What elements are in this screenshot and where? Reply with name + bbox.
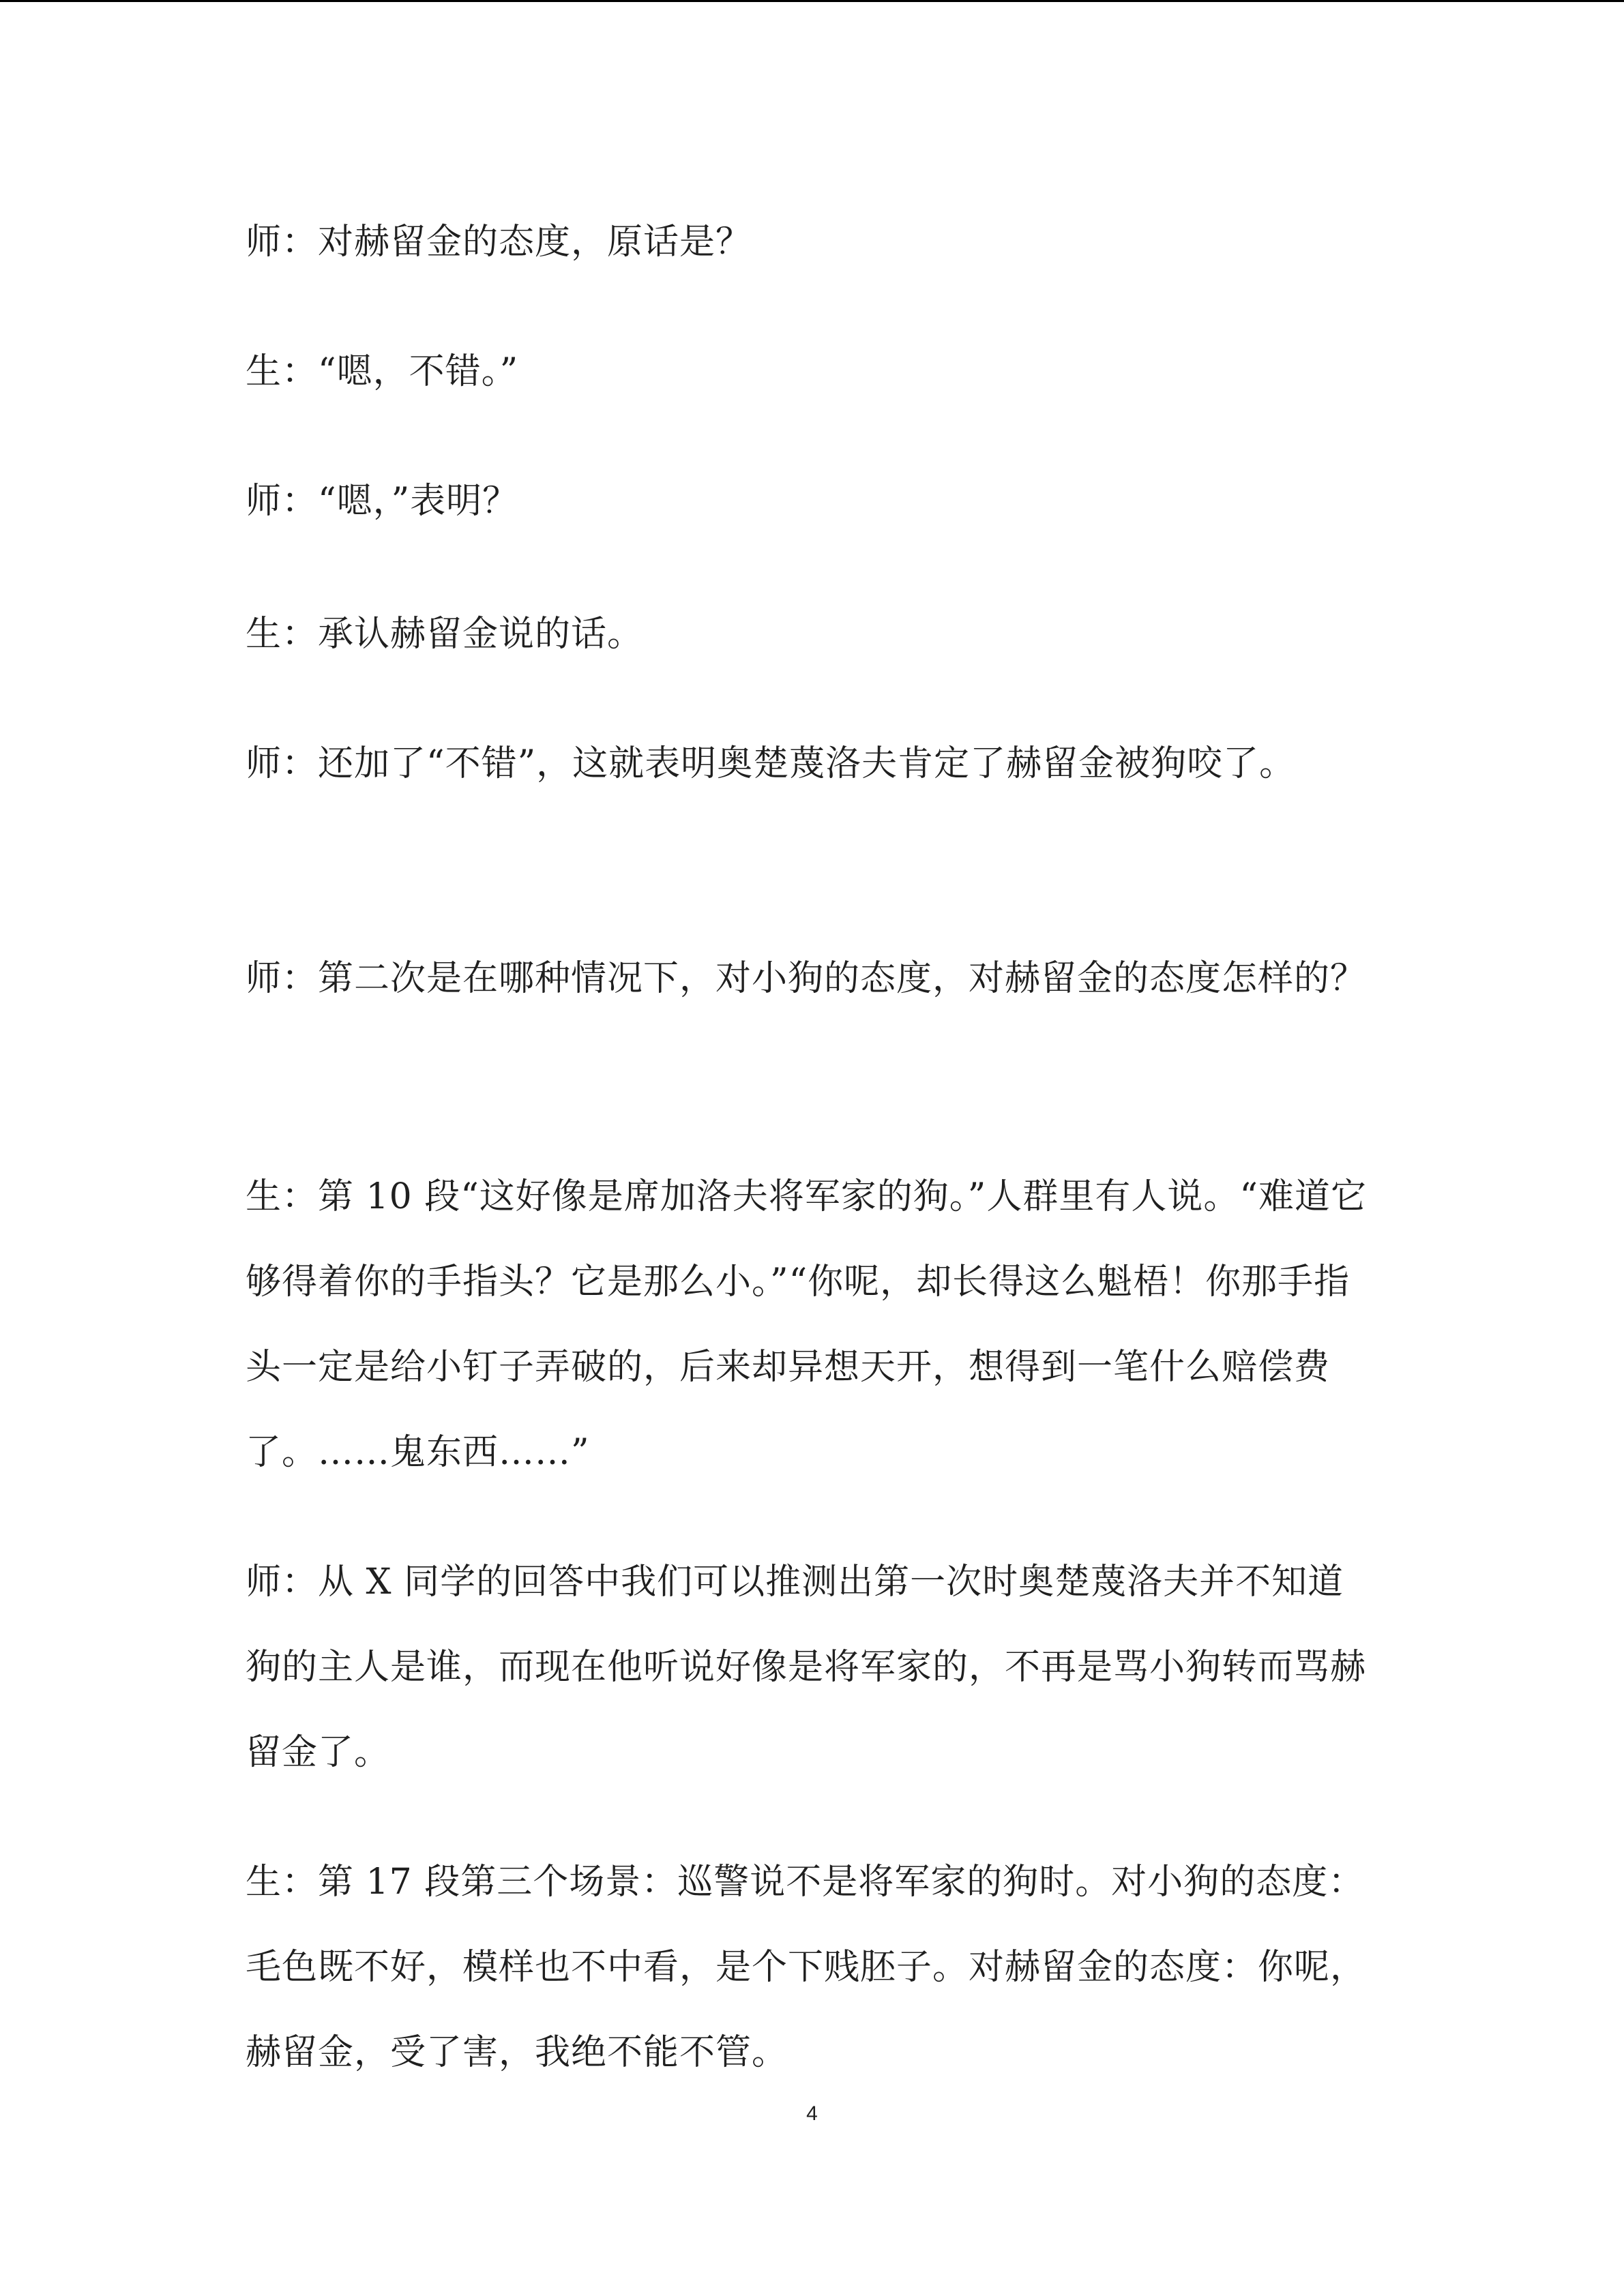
paragraph-teacher-explanation: 师：还加了“不错”，这就表明奥楚蔑洛夫肯定了赫留金被狗咬了。: [246, 743, 1296, 784]
paragraph-student-paragraph-17: 生：第 17 段第三个场景：巡警说不是将军家的狗时。对小狗的态度：毛色既不好，模样也不中看，是个下贱胚子。对赫留金的态度：你呢，赫留金，受了害，我绝不能不管。: [246, 1862, 1367, 2073]
paragraph-student-answer-acknowledge: 生：承认赫留金说的话。: [246, 614, 644, 655]
paragraph-teacher-question-meaning: 师：“嗯，”表明？: [246, 481, 519, 522]
page-number: 4: [806, 2102, 818, 2125]
paragraph-student-paragraph-10: 生：第 10 段“这好像是席加洛夫将军家的狗。”人群里有人说。“难道它够得着你的手指头？它是那么小。”“你呢，却长得这么魁梧！你那手指头一定是给小钉子弄破的，后来却异想天开，想得到一笔什么赔偿费了。……鬼东西……”: [246, 1176, 1367, 1473]
paragraph-teacher-inference: 师：从 X 同学的回答中我们可以推测出第一次时奥楚蔑洛夫并不知道狗的主人是谁，而现在他听说好像是将军家的，不再是骂小狗转而骂赫留金了。: [246, 1562, 1367, 1773]
paragraph-student-answer-quote: 生：“嗯，不错。”: [246, 351, 519, 392]
paragraph-teacher-second-question: 师：第二次是在哪种情况下，对小狗的态度，对赫留金的态度怎样的？: [246, 958, 1367, 999]
paragraph-teacher-question-attitude: 师：对赫留金的态度，原话是？: [246, 222, 752, 263]
